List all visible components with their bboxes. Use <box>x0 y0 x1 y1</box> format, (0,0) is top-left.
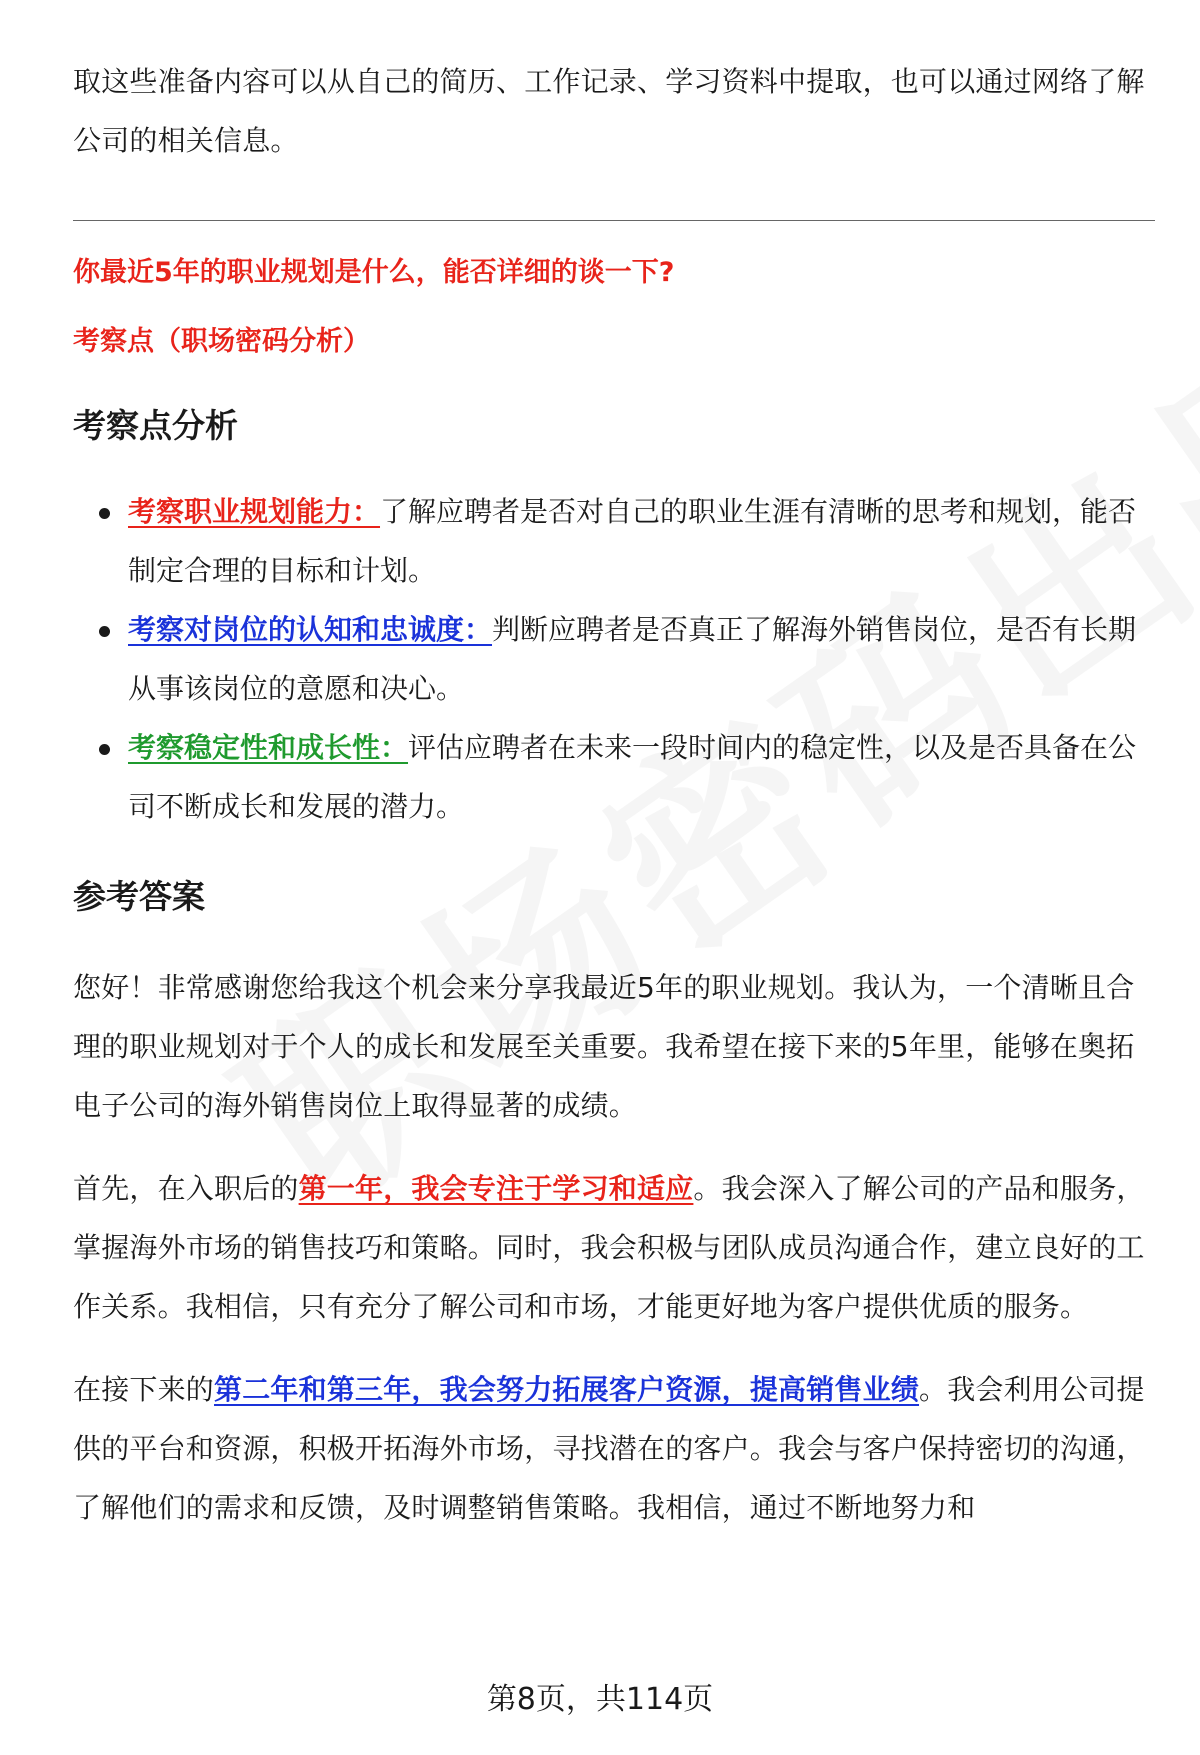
point-text: 判断应聘者是否真正了解海外销售岗位，是否有长期从事该岗位的意愿和决心。 <box>128 613 1137 705</box>
paragraph-text: 。我会利用公司提供的平台和资源，积极开拓海外市场，寻找潜在的客户。我会与客户保持密切的沟通，了解他们的需求和反馈，及时调整销售策略。我相信，通过不断地努力和 <box>73 1373 1145 1524</box>
point-text: 评估应聘者在未来一段时间内的稳定性，以及是否具备在公司不断成长和发展的潜力。 <box>128 731 1137 823</box>
answer-paragraph: 您好！非常感谢您给我这个机会来分享我最近5年的职业规划。我认为，一个清晰且合理的职业规划对于个人的成长和发展至关重要。我希望在接下来的5年里，能够在奥拓电子公司的海外销售岗位上取得显著的成绩。 <box>73 971 1135 1122</box>
highlight-text: 第一年，我会专注于学习和适应 <box>298 1172 694 1205</box>
list-item <box>73 600 1155 718</box>
answer-paragraph <box>73 1159 1155 1336</box>
exam-point-title: 考察点（职场密码分析） <box>73 326 370 357</box>
document-page <box>73 50 1155 1537</box>
analysis-list <box>73 482 1155 836</box>
point-keyword: 考察职业规划能力： <box>128 495 381 528</box>
paragraph-text: 。我会深入了解公司的产品和服务，掌握海外市场的销售技巧和策略。同时，我会积极与团队成员沟通合作，建立良好的工作关系。我相信，只有充分了解公司和市场，才能更好地为客户提供优质的服务。 <box>73 1172 1145 1323</box>
list-item <box>73 718 1155 836</box>
bullet-icon <box>99 744 110 755</box>
point-keyword: 考察稳定性和成长性： <box>128 731 409 764</box>
paragraph-text: 在接下来的 <box>73 1373 215 1406</box>
point-keyword: 考察对岗位的认知和忠诚度： <box>128 613 493 646</box>
list-item <box>73 482 1155 600</box>
bullet-icon <box>99 508 110 519</box>
answer-paragraph <box>73 1360 1155 1537</box>
page-number-footer: 第8页，共114页 <box>486 1682 714 1717</box>
highlight-text: 第二年和第三年，我会努力拓展客户资源，提高销售业绩 <box>214 1373 920 1406</box>
answer-heading: 参考答案 <box>73 877 205 916</box>
bullet-icon <box>99 626 110 637</box>
interview-question: 你最近5年的职业规划是什么，能否详细的谈一下? <box>73 257 675 288</box>
point-text: 了解应聘者是否对自己的职业生涯有清晰的思考和规划，能否制定合理的目标和计划。 <box>128 495 1137 587</box>
horizontal-divider <box>73 220 1155 221</box>
paragraph-text: 首先，在入职后的 <box>73 1172 299 1205</box>
analysis-heading: 考察点分析 <box>73 406 238 445</box>
intro-paragraph: 取这些准备内容可以从自己的简历、工作记录、学习资料中提取，也可以通过网络了解公司的相关信息。 <box>73 65 1145 157</box>
